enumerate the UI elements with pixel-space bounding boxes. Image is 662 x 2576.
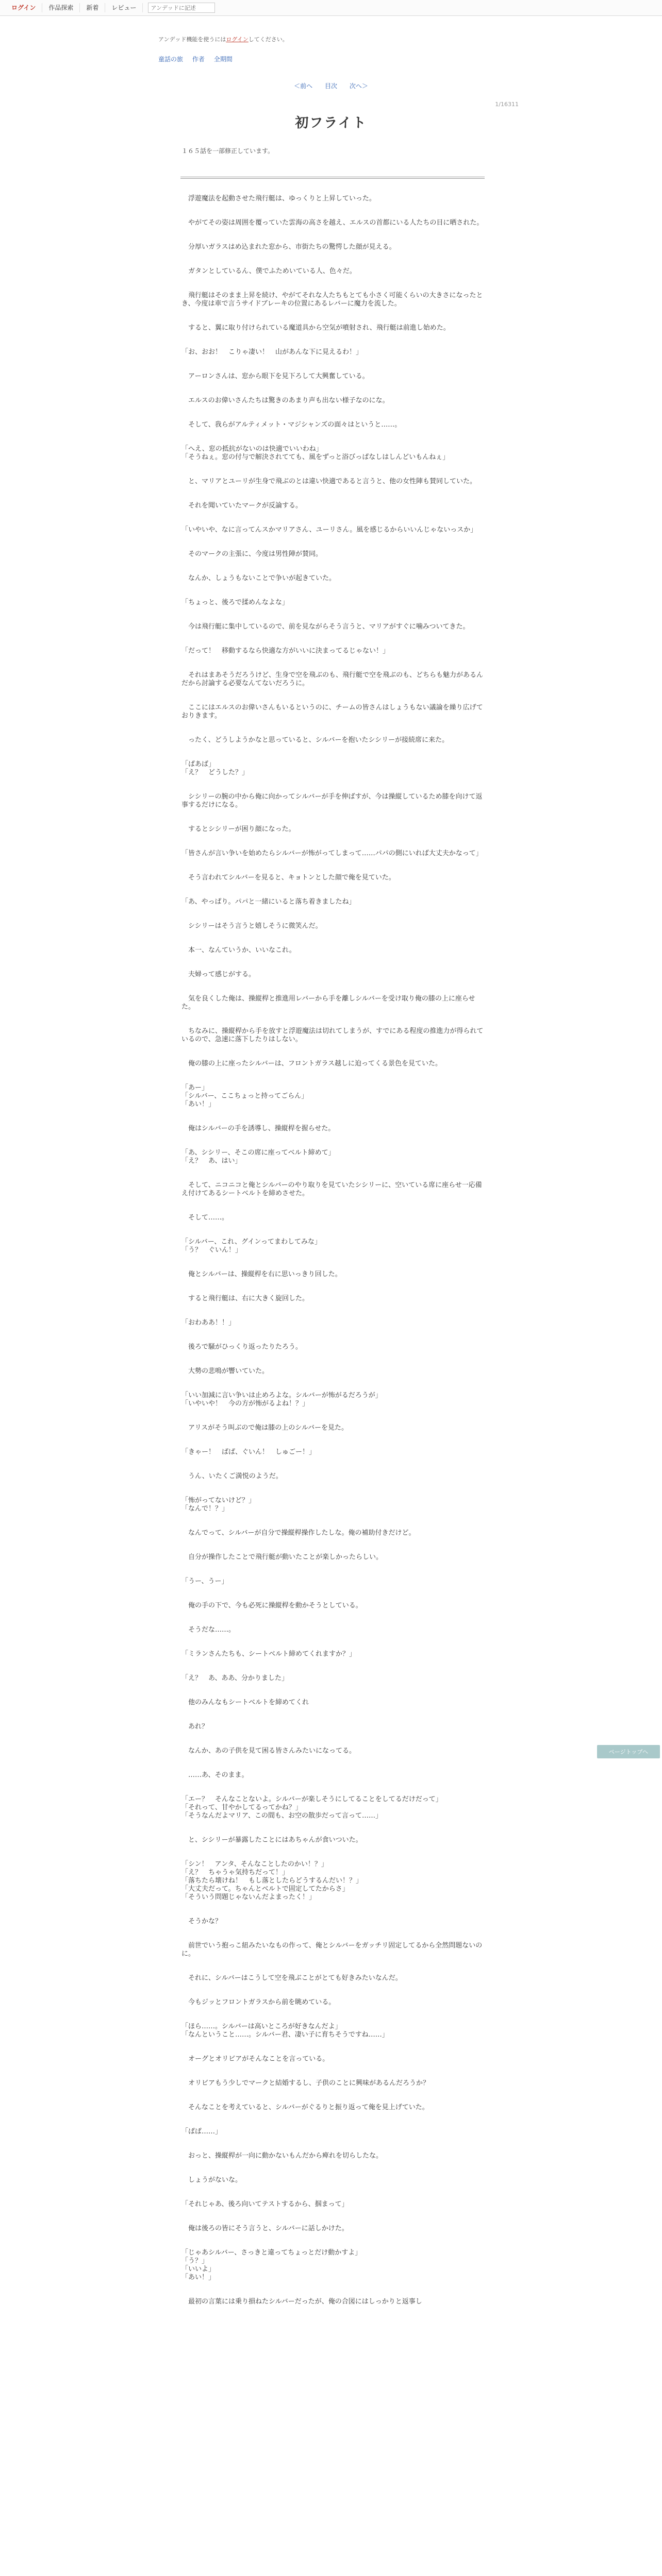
story-paragraph: アリスがそう叫ぶので俺は膝の上のシルバーを見た。 <box>181 1424 348 1432</box>
story-paragraph: 「ぱぱ……」 <box>181 2128 222 2136</box>
story-paragraph: そうだな……。 <box>181 1626 236 1634</box>
login-notice <box>158 35 288 43</box>
story-paragraph: それはまあそうだろうけど、生身で空を飛ぶのも、飛行艇で空を飛ぶのも、どちらも魅力があるんだから討論する必要なんてないだろうに。 <box>181 671 484 687</box>
story-paragraph: すると飛行艇は、右に大きく旋回した。 <box>181 1295 309 1302</box>
story-paragraph: 飛行艇はそのまま上昇を続け、やがてそれな人たちもとても小さく可能くらいの大きさになったとき、今度は車で言うサイドブレーキの位置にあるレバーに魔力を流した。 <box>181 292 483 308</box>
story-paragraph: やがてその姿は周囲を覆っていた雲海の高さを越え、エルスの首都にいる人たちの目に晒された。 <box>181 219 484 227</box>
story-paragraph: アーロンさんは、窓から眼下を見下ろして大興奮している。 <box>181 372 369 380</box>
story-paragraph: ガタンとしているん、僕でふためいている人、色々だ。 <box>181 267 356 275</box>
story-paragraph: 「あー」 「シルバー、ここちょっと持ってごらん」 「あい！」 <box>181 1084 308 1108</box>
story-paragraph: 「え？ あ、ああ、分かりました」 <box>181 1674 288 1682</box>
story-paragraph: しょうがないな。 <box>181 2176 242 2184</box>
story-paragraph: 「あ、シシリー、そこの席に座ってベルト締めて」 「え？ あ、はい」 <box>181 1149 335 1165</box>
top-bar <box>0 0 662 16</box>
breadcrumb <box>158 55 240 63</box>
story-paragraph: 「ミランさんたちも、シートベルト締めてくれますか？」 <box>181 1650 356 1658</box>
story-paragraph: それを聞いていたマークが反論する。 <box>181 502 303 510</box>
story-paragraph: 「うー、うー」 <box>181 1578 228 1585</box>
story-paragraph: それに、シルバーはこうして空を飛ぶことがとても好きみたいなんだ。 <box>181 1974 402 1982</box>
story-paragraph: ……あ、そのまま。 <box>181 1771 249 1779</box>
story-paragraph: そんなことを考えていると、シルバーがぐるりと振り返って俺を見上げていた。 <box>181 2104 429 2111</box>
story-paragraph: オーグとオリビアがそんなことを言っている。 <box>181 2055 329 2063</box>
story-paragraph: 夫婦って感じがする。 <box>181 971 256 978</box>
notice-prefix: アンデッド機能を使うには <box>158 36 226 43</box>
story-paragraph: 「エー？ そんなことないよ。シルバーが楽しそうにしてることをしてるだけだって」 「それって、甘やかしてるってかね？」 「そうなんだよマリア、この間も、お空の散歩だって言って……」 <box>181 1795 442 1820</box>
story-paragraph: 「いい加減に言い争いは止めろよな。シルバーが怖がるだろうが」 「いやいや！ 今の方が怖がるよね！？」 <box>181 1392 382 1408</box>
breadcrumb-item[interactable]: 全期間 <box>213 56 233 63</box>
story-paragraph: そうかな？ <box>181 1918 222 1925</box>
breadcrumb-item[interactable]: 作者 <box>192 56 205 63</box>
story-paragraph: 分厚いガラスはめ込まれた窓から、市街たちの驚愕した顔が見える。 <box>181 243 396 251</box>
prev-link[interactable]: ＜前へ <box>294 82 313 90</box>
login-link[interactable]: ログイン <box>5 3 42 12</box>
story-paragraph: うん、いたくご満悦のようだ。 <box>181 1472 283 1480</box>
story-paragraph: 本一、なんていうか、いいなこれ。 <box>181 946 296 954</box>
ranking-link[interactable]: 新着 <box>80 3 105 12</box>
breadcrumb-item[interactable]: 童話の旅 <box>158 56 184 63</box>
story-paragraph: 前世でいう抱っこ紐みたいなもの作って、俺とシルバーをガッチリ固定してるから全然問題ないのに。 <box>181 1942 483 1958</box>
page-top-button[interactable]: ページトップへ <box>597 1745 660 1758</box>
story-paragraph: 「お、おお！ こりゃ凄い！ 山があんな下に見えるわ！」 <box>181 348 363 356</box>
story-paragraph: 俺の膝の上に座ったシルバーは、フロントガラス越しに迫ってくる景色を見ていた。 <box>181 1060 442 1067</box>
story-paragraph: 「シルバー、これ、グインってまわしてみな」 「う？ ぐいん！」 <box>181 1238 321 1254</box>
preface-note: １６５話を一部修正しています。 <box>181 147 274 155</box>
toc-link[interactable]: 目次 <box>324 82 337 90</box>
story-paragraph: 「ほら……。シルバーは高いところが好きなんだよ」 「なんということ……。シルバー君、凄い子に育ちそうですね……」 <box>181 2023 389 2039</box>
story-paragraph: そして、ニコニコと俺とシルバーのやり取りを見ていたシシリーに、空いている席に座らせ一応備え付けてあるシートベルトを締めさせた。 <box>181 1181 482 1197</box>
story-paragraph: 「おわああ！！」 <box>181 1319 236 1327</box>
story-paragraph: 「きゃー！ ぱぱ、ぐいん！ しゅごー！」 <box>181 1448 316 1456</box>
story-paragraph: 「ちょっと、後ろで揉めんなよな」 <box>181 599 289 606</box>
story-paragraph: 浮遊魔法を起動させた飛行艇は、ゆっくりと上昇していった。 <box>181 195 376 202</box>
story-paragraph: シシリーの腕の中から俺に向かってシルバーが手を伸ばすが、今は操縦しているため膝を向けて返事するだけになる。 <box>181 793 483 809</box>
story-paragraph: 「ぱあば」 「え？ どうした？」 <box>181 760 249 776</box>
story-paragraph: 「じゃあシルバー、さっきと違ってちょっとだけ動かすよ」 「う？」 「いいよ」 「あい！」 <box>181 2249 362 2281</box>
story-paragraph: エルスのお偉いさんたちは驚きのあまり声も出ない様子なのにな。 <box>181 397 389 404</box>
story-paragraph: 後ろで騒がひっくり返ったりたろう。 <box>181 1343 302 1351</box>
story-paragraph: 「へえ、窓の抵抗がないのは快適でいいわね」 「そうねぇ。窓の付与で解決されてても、風をずっと浴びっぱなしはしんどいもんねぇ」 <box>181 445 450 461</box>
works-search-link[interactable]: 作品探索 <box>42 3 80 12</box>
story-paragraph: 「シン！ アンタ、そんなことしたのかい！？」 「え？ ちゃうゃ気持ちだって！」 「落ちたら壊けね！ もし落としたらどうするんだい！？」 「大丈夫だって。ちゃんとベルトで固定してたからさ」 「そういう問題じゃないんだよまったく！」 <box>181 1860 363 1901</box>
story-paragraph: ったく、どうしようかなと思っていると、シルバーを抱いたシシリーが接続席に来た。 <box>181 736 449 744</box>
story-paragraph: オリビアもう少しでマークと結婚するし、子供のことに興味があるんだろうか？ <box>181 2079 430 2087</box>
story-paragraph: 大勢の悲鳴が響いていた。 <box>181 1367 269 1375</box>
story-body <box>181 195 486 2322</box>
story-paragraph: ちなみに、操縦桿から手を放すと浮遊魔法は切れてしまうが、すでにある程度の推進力が得られているので、急速に落下したりはしない。 <box>181 1027 484 1043</box>
story-paragraph: なんか、しょうもないことで争いが起きていた。 <box>181 574 336 582</box>
story-paragraph: 気を良くした俺は、操縦桿と推進用レバーから手を離しシルバーを受け取り俺の膝の上に座らせた。 <box>181 995 475 1011</box>
story-paragraph: するとシシリーが困り顔になった。 <box>181 825 295 833</box>
story-paragraph: 俺とシルバーは、操縦桿を右に思いっきり回した。 <box>181 1270 342 1278</box>
story-paragraph: 「だって！ 移動するなら快適な方がいいに決まってるじゃない！」 <box>181 647 390 655</box>
story-paragraph: と、マリアとユーリが生身で飛ぶのとは違い快適であると言うと、他の女性陣も賛同していた。 <box>181 478 477 485</box>
review-link[interactable]: レビュー <box>105 3 143 12</box>
story-paragraph: おっと、操縦桿が一向に動かないもんだから痺れを切らしたな。 <box>181 2152 383 2160</box>
notice-suffix: してください。 <box>248 36 288 43</box>
story-paragraph: 自分が操作したことで飛行艇が動いたことが楽しかったらしい。 <box>181 1553 383 1561</box>
story-paragraph: 俺の手の下で、今も必死に操縦桿を動かそうとしている。 <box>181 1602 362 1609</box>
story-paragraph: そのマークの主張に、今度は男性陣が賛同。 <box>181 550 323 558</box>
story-paragraph: 「あ、やっぱり。パパと一緒にいると落ち着きましたね」 <box>181 898 356 906</box>
story-paragraph: そして……。 <box>181 1214 229 1222</box>
story-paragraph: 「怖がってないけど？」 「なんで！？」 <box>181 1497 256 1513</box>
chapter-title: 初フライト <box>295 115 367 131</box>
story-paragraph: 「いやいや、なに言ってんスかマリアさん、ユーリさん。風を感じるからいいんじゃないっスか」 <box>181 526 477 534</box>
page-count: 1/16311 <box>495 101 519 108</box>
story-paragraph: すると、翼に取り付けられている魔道具から空気が噴射され、飛行艇は前進し始めた。 <box>181 324 450 332</box>
story-paragraph: 最初の言葉には乗り損ねたシルバーだったが、俺の合図にはしっかりと返事し <box>181 2298 422 2306</box>
story-paragraph: 俺はシルバーの手を誘導し、操縦桿を握らせた。 <box>181 1125 335 1132</box>
next-link[interactable]: 次へ＞ <box>349 82 368 90</box>
notice-login-link[interactable]: ログイン <box>226 36 249 43</box>
story-paragraph: 「それじゃあ、後ろ向いてテストするから、掴まって」 <box>181 2200 349 2208</box>
story-paragraph: シシリーはそう言うと嬉しそうに微笑んだ。 <box>181 922 322 930</box>
story-paragraph: 今は飛行艇に集中しているので、前を見ながらそう言うと、マリアがすぐに噛みついてきた。 <box>181 623 470 631</box>
story-paragraph: ここにはエルスのお偉いさんもいるというのに、チームの皆さんはしょうもない議論を繰り広げておりきます。 <box>181 704 483 720</box>
search-input[interactable] <box>148 3 215 13</box>
story-paragraph: 俺は後ろの皆にそう言うと、シルバーに話しかけた。 <box>181 2225 349 2232</box>
story-paragraph: そう言われてシルバーを見ると、キョトンとした顔で俺を見ていた。 <box>181 874 395 882</box>
story-paragraph: あれ？ <box>181 1723 209 1731</box>
story-paragraph: 他のみんなもシートベルトを締めてくれ <box>181 1699 309 1706</box>
story-paragraph: 「皆さんが言い争いを始めたらシルバーが怖がってしまって……パパの側にいれば大丈夫かなって」 <box>181 850 483 857</box>
story-paragraph: なんか、あの子供を見て困る皆さんみたいになってる。 <box>181 1747 356 1755</box>
chapter-nav <box>0 81 662 90</box>
story-paragraph: と、シシリーが暴露したことにはあちゃんが食いついた。 <box>181 1836 362 1844</box>
story-paragraph: そして、我らがアルティメット・マジシャンズの面々はというと……。 <box>181 421 402 429</box>
divider <box>180 177 485 179</box>
story-paragraph: なんでって、シルバーが自分で操縦桿操作したしな。俺の補助付きだけど。 <box>181 1529 416 1537</box>
story-paragraph: 今もジッとフロントガラスから前を眺めている。 <box>181 1998 336 2006</box>
